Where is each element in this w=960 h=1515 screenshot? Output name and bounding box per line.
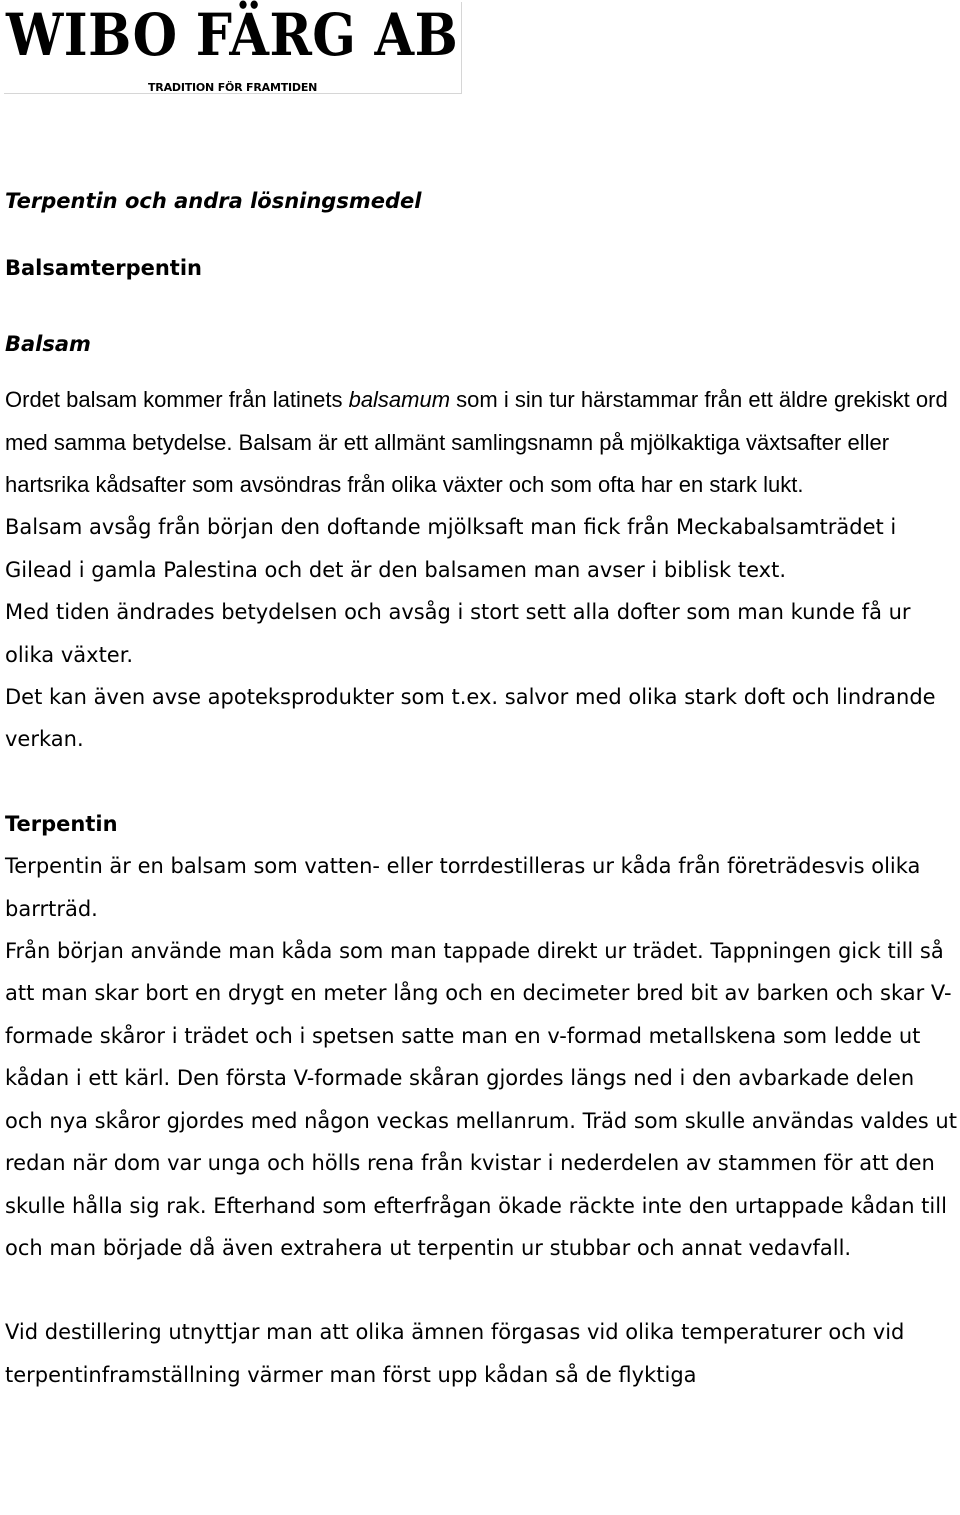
logo-tagline: TRADITION FÖR FRAMTIDEN: [148, 81, 318, 94]
spacer: [5, 761, 957, 803]
logo-wordmark: WIBO FÄRG AB: [6, 1, 459, 69]
section-heading-balsam: Balsam: [5, 331, 91, 356]
text-run: som i sin tur härstammar från ett äldre grekiskt ord med samma betydelse. Balsam är ett allmänt samlingsnamn på mjölkaktiga växtsafter eller hartsrika kådsafter som avsöndras från olika växter och som ofta har en stark lukt.: [5, 387, 948, 498]
latin-term: balsamum: [348, 387, 451, 413]
spacer: [5, 290, 957, 323]
document-subtitle: Balsamterpentin: [5, 256, 202, 281]
spacer: [5, 1269, 957, 1311]
balsam-paragraph-1: [5, 379, 957, 506]
balsam-paragraph-3: Med tiden ändrades betydelsen och avsåg i stort sett alla dofter som man kunde få ur olika växter.: [5, 600, 911, 667]
document-title: Terpentin och andra lösningsmedel: [5, 189, 422, 213]
terpentin-paragraph-2: Från början använde man kåda som man tappade direkt ur trädet. Tappningen gick till så att man skar bort en drygt en meter lång och en decimeter bred bit av barken och skar V-formade skåror i trädet och i spetsen satte man en v-formad metallskena som ledde ut kådan i ett kärl. Den första V-formade skåran gjordes längs ned i den avbarkade delen och nya skåror gjordes med någon veckas mellanrum. Träd som skulle användas valdes ut redan när dom var unga och hölls rena från kvistar i nederdelen av stammen för att den skulle hålla sig rak. Efterhand som efterfrågan ökade räckte inte den urtappade kådan till och man började då även extrahera ut terpentin ur stubbar och annat vedavfall.: [5, 939, 957, 1260]
balsam-intro-block: [5, 379, 957, 506]
terpentin-paragraph-3: Vid destillering utnyttjar man att olika ämnen förgasas vid olika temperaturer och vid terpentinframställning värmer man först upp kådan så de flyktiga: [5, 1320, 905, 1387]
balsam-paragraph-2: Balsam avsåg från början den doftande mjölksaft man fick från Meckabalsamträdet i Gilead i gamla Palestina och det är den balsamen man avser i biblisk text.: [5, 515, 897, 582]
document-body: [5, 180, 957, 1396]
spacer: [5, 222, 957, 247]
terpentin-paragraph-1: Terpentin är en balsam som vatten- eller torrdestilleras ur kåda från företrädesvis olika barrträd.: [5, 854, 921, 921]
text-run: Ordet balsam kommer från latinets: [5, 387, 349, 413]
section-heading-terpentin: Terpentin: [5, 811, 118, 836]
balsam-paragraph-4: Det kan även avse apoteksprodukter som t.ex. salvor med olika stark doft och lindrande verkan.: [5, 685, 936, 752]
company-logo: [4, 2, 462, 94]
spacer: [5, 365, 957, 379]
